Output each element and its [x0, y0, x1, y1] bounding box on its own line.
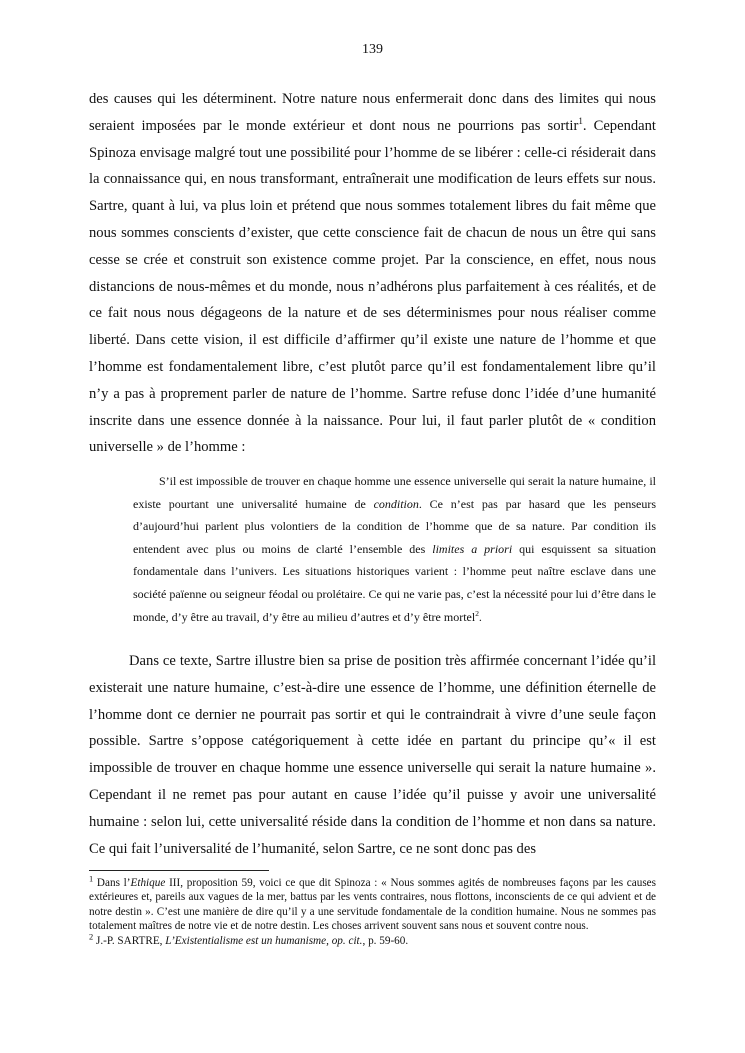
block-quote: [133, 470, 656, 628]
footnote-text: Dans l’: [93, 877, 131, 889]
paragraph-text-rest: . Cependant Spinoza envisage malgré tout une possibilité pour l’homme de se libérer : celle-ci résiderait dans la connaissance qui, en nous transformant, entraînerait une modification de leurs effets sur nous. Sartre, quant à lui, va plus loin et prétend que nous sommes totalement libres du fait même que nous sommes conscients d’exister, que cette conscience fait de chacun de nous un être qui sans cesse se crée et construit son existence comme projet. Par la conscience, en effet, nous nous distancions de nous-mêmes et du monde, nous n’adhérons plus parfaitement à ces réalités, et de ce fait nous nous dégageons de la nature et de ses déterminismes pour nous réaliser comme liberté. Dans cette vision, il est difficile d’affirmer qu’il existe une nature de l’homme et que l’homme est fondamentalement libre, c’est plutôt parce qu’il est fondamentalement libre qu’il n’y a pas à proprement parler de nature de l’homme. Sartre refuse donc l’idée d’une humanité inscrite dans une essence donnée à la naissance. Pour lui, il faut parler plutôt de « condition universelle » de l’homme :: [89, 117, 656, 456]
quote-emphasis-condition: condition: [373, 496, 419, 511]
footnote-text: J.-P. SARTRE,: [93, 934, 166, 947]
footnote-1: [89, 876, 656, 934]
footnote-number: 2: [89, 931, 94, 941]
body-paragraph-1: [89, 86, 656, 461]
body-paragraph-2: [89, 648, 656, 862]
footnote-title: L’Existentialisme est un humanisme, op. cit.: [165, 934, 363, 947]
footnote-number: 1: [89, 874, 94, 884]
paragraph-text-start: des causes qui les déterminent. Notre nature nous enfermerait donc dans des limites qui nous seraient imposées par le monde extérieur et dont nous ne pourrions pas sortir: [89, 91, 656, 134]
footnote-2: [89, 931, 656, 948]
footnote-title: Ethique: [130, 877, 166, 889]
footnote-separator: [89, 870, 269, 871]
footnote-ref-1[interactable]: 1: [578, 115, 583, 126]
quote-emphasis-limites: limites a priori: [432, 541, 513, 556]
quote-text: [133, 470, 656, 628]
footnote-text: III, proposition 59, voici ce que dit Spinoza : « Nous sommes agités de nombreuses façons par les causes extérieures et, pareils aux vagues de la mer, battus par les vents contraires, nous flottons, inconscients de ce qui advient et de notre destin ». C’est une manière de dire qu’il y a une servitude fondamentale de la condition humaine. Nous ne sommes pas totalement maîtres de notre vie et de notre destin. Les choses arrivent souvent sans nous et souvent contre nous.: [89, 877, 656, 933]
quote-segment: S’il est impossible de trouver en chaque homme une essence universelle qui serait la nature humaine, il existe pourtant une universalité humaine de: [133, 474, 656, 511]
quote-segment: . Ce n’est pas par hasard que les penseurs d’aujourd’hui parlent plus volontiers de la condition de l’homme que de sa nature. Par condition ils entendent avec plus ou moins de clarté l’ensemble des: [133, 496, 656, 556]
quote-segment: .: [478, 609, 482, 624]
paragraph-text: Dans ce texte, Sartre illustre bien sa prise de position très affirmée concernant l’idée qu’il existerait une nature humaine, c’est-à-dire une essence de l’homme, une définition éternelle de l’homme dont ce dernier ne pourrait pas sortir et qui le contraindrait à vivre d’une seule façon possible. Sartre s’oppose catégoriquement à cette idée en partant du principe qu’« il est impossible de trouver en chaque homme une essence universelle qui serait la nature humaine ». Cependant il ne remet pas pour autant en cause l’idée qu’il puisse y avoir une universalité humaine : selon lui, cette universalité réside dans la condition de l’homme et non dans sa nature. Ce qui fait l’universalité de l’humanité, selon Sartre, ce ne sont donc pas des: [89, 653, 656, 857]
quote-segment: qui esquissent sa situation fondamentale dans l’univers. Les situations historiques varient : l’homme peut naître esclave dans une société païenne ou seigneur féodal ou prolétaire. Ce qui ne varie pas, c’est la nécessité pour lui d’être dans le monde, d’y être au travail, d’y être au milieu d’autres et d’y être mortel: [133, 541, 657, 624]
paragraph-text: [89, 86, 656, 461]
footnotes: [89, 876, 656, 948]
footnote-text: , p. 59-60.: [362, 934, 409, 947]
footnote-ref-2[interactable]: 2: [475, 608, 479, 618]
page-number: 139: [362, 42, 383, 57]
